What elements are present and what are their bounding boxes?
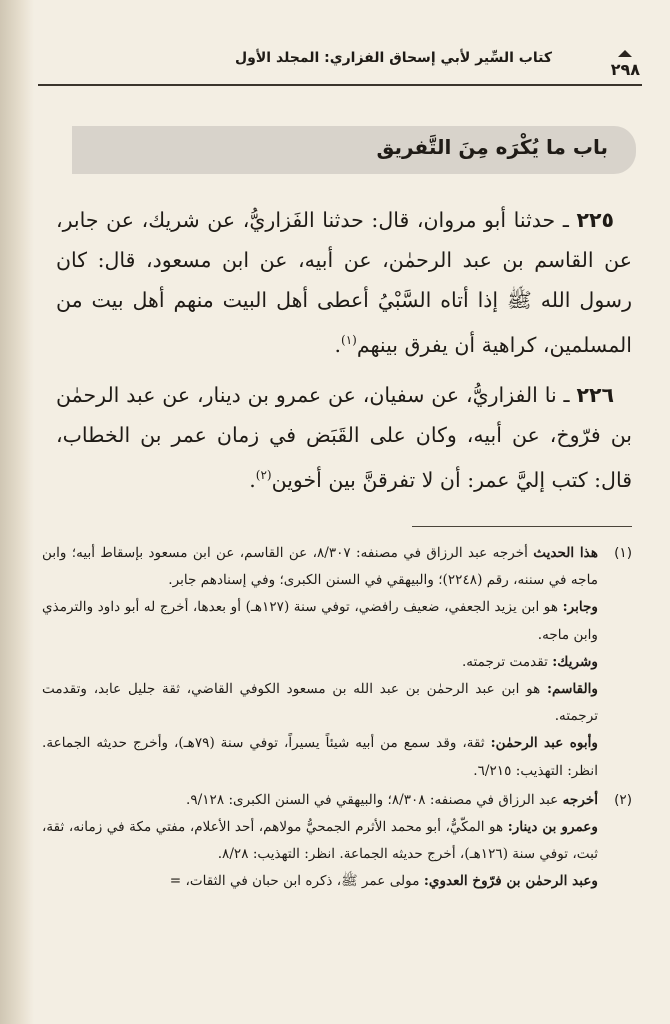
running-title: كتاب السِّير لأبي إسحاق الفزاري: المجلد الأول <box>235 50 552 66</box>
footnote-paragraph <box>42 676 598 730</box>
footnote-text: أخرجه عبد الرزاق في مصنفه: ٨/٣٠٧، عن القاسم، عن ابن مسعود بإسقاط أبيه؛ وابن ماجه في سننه، رقم (٢٢٤٨)؛ والبيهقي في السنن الكبرى؛ وفي إسنادهم جابر. <box>42 545 598 589</box>
footnote-label: وشريك: <box>552 653 598 670</box>
chapter-heading-band <box>72 126 636 174</box>
footnote-paragraph <box>42 814 598 868</box>
footnote-text: ثقة، وقد سمع من أبيه شيئاً يسيراً، توفي سنة (٧٩هـ)، وأخرج حديثه الجماعة. انظر: التهذيب: ٦/٢١٥. <box>42 735 598 779</box>
footnote-label: وعمرو بن دينار: <box>507 819 598 836</box>
header-divider <box>38 84 642 86</box>
footnote-label: هذا الحديث <box>533 545 598 561</box>
footnote-label: وأبوه عبد الرحمٰن: <box>490 735 598 752</box>
footnote-text: تقدمت ترجمته. <box>461 653 553 670</box>
footnote-label: والقاسم: <box>547 681 598 698</box>
sentence-end: . <box>249 467 256 492</box>
footnote-paragraph <box>42 649 598 676</box>
footnote-body <box>42 540 598 785</box>
hadith-paragraph <box>56 375 632 500</box>
hadith-text: ـ نا الفزاريُّ، عن سفيان، عن عمرو بن دينار، عن عبد الرحمٰن بن فرّوخ، عن أبيه، وكان على القَبَض في زمان عمر بن الخطاب، قال: كتب إليَّ عمر: أن لا تفرقنَّ بين أخوين <box>56 382 632 492</box>
footnote <box>42 540 632 785</box>
footnote-divider <box>412 526 632 527</box>
footnote-paragraph <box>42 868 598 895</box>
footnote-text: هو ابن يزيد الجعفي، ضعيف رافضي، توفي سنة (١٢٧هـ) أو بعدها، أخرج له أبو داود والترمذي وابن ماجه. <box>42 599 598 643</box>
footnote-label: وجابر: <box>562 599 598 616</box>
page-number: ٢٩٨ <box>601 58 650 81</box>
footnote-paragraph <box>42 787 598 814</box>
footnote-text: عبد الرزاق في مصنفه: ٨/٣٠٨؛ والبيهقي في السنن الكبرى: ٩/١٢٨. <box>186 791 563 808</box>
footnote-label: أخرجه <box>562 791 598 808</box>
footnote-text: مولى عمر ﷺ، ذكره ابن حبان في الثقات، = <box>169 873 424 890</box>
book-gutter-shadow <box>0 0 34 1024</box>
footnote-text: هو المكّيُّ، أبو محمد الأثرم الجمحيُّ مولاهم، أحد الأعلام، مفتي مكة في زمانه، ثقة، ثبت، توفي سنة (١٢٦هـ)، أخرج حديثه الجماعة. انظر: التهذيب: ٨/٢٨. <box>42 819 598 863</box>
chapter-title: باب ما يُكْرَه مِنَ التَّفريق <box>376 135 608 159</box>
footnote-number: (١) <box>614 545 632 561</box>
footnote <box>42 787 632 896</box>
footnote-paragraph <box>42 594 598 648</box>
page-header <box>40 48 650 78</box>
footnotes <box>42 540 632 898</box>
hadith-number: ٢٢٥ <box>576 208 614 232</box>
footnote-paragraph <box>42 730 598 784</box>
footnote-number: (٢) <box>614 791 632 808</box>
footnote-label: وعبد الرحمٰن بن فرّوخ العدوي: <box>423 873 598 890</box>
sentence-end: . <box>334 332 341 357</box>
hadith-number: ٢٢٦ <box>576 382 614 407</box>
footnote-text: هو ابن عبد الرحمٰن بن عبد الله بن مسعود الكوفي القاضي، ثقة جليل عابد، وتقدمت ترجمته. <box>42 681 598 725</box>
footnote-paragraph <box>42 540 598 594</box>
footnote-ref: (١) <box>341 333 357 347</box>
main-text <box>56 200 632 510</box>
footnote-body <box>42 787 598 896</box>
footnote-ref: (٢) <box>255 467 272 482</box>
hadith-paragraph <box>56 200 632 365</box>
hadith-text: ـ حدثنا أبو مروان، قال: حدثنا الفَزاريُّ، عن شريك، عن جابر، عن القاسم بن عبد الرحمٰن، عن أبيه، عن ابن مسعود، قال: كان رسول الله ﷺ إذا أتاه السَّبْيُ أعطى أهل البيت منهم أهل بيت من المسلمين، كراهية أن يفرق بينهم <box>56 208 632 357</box>
